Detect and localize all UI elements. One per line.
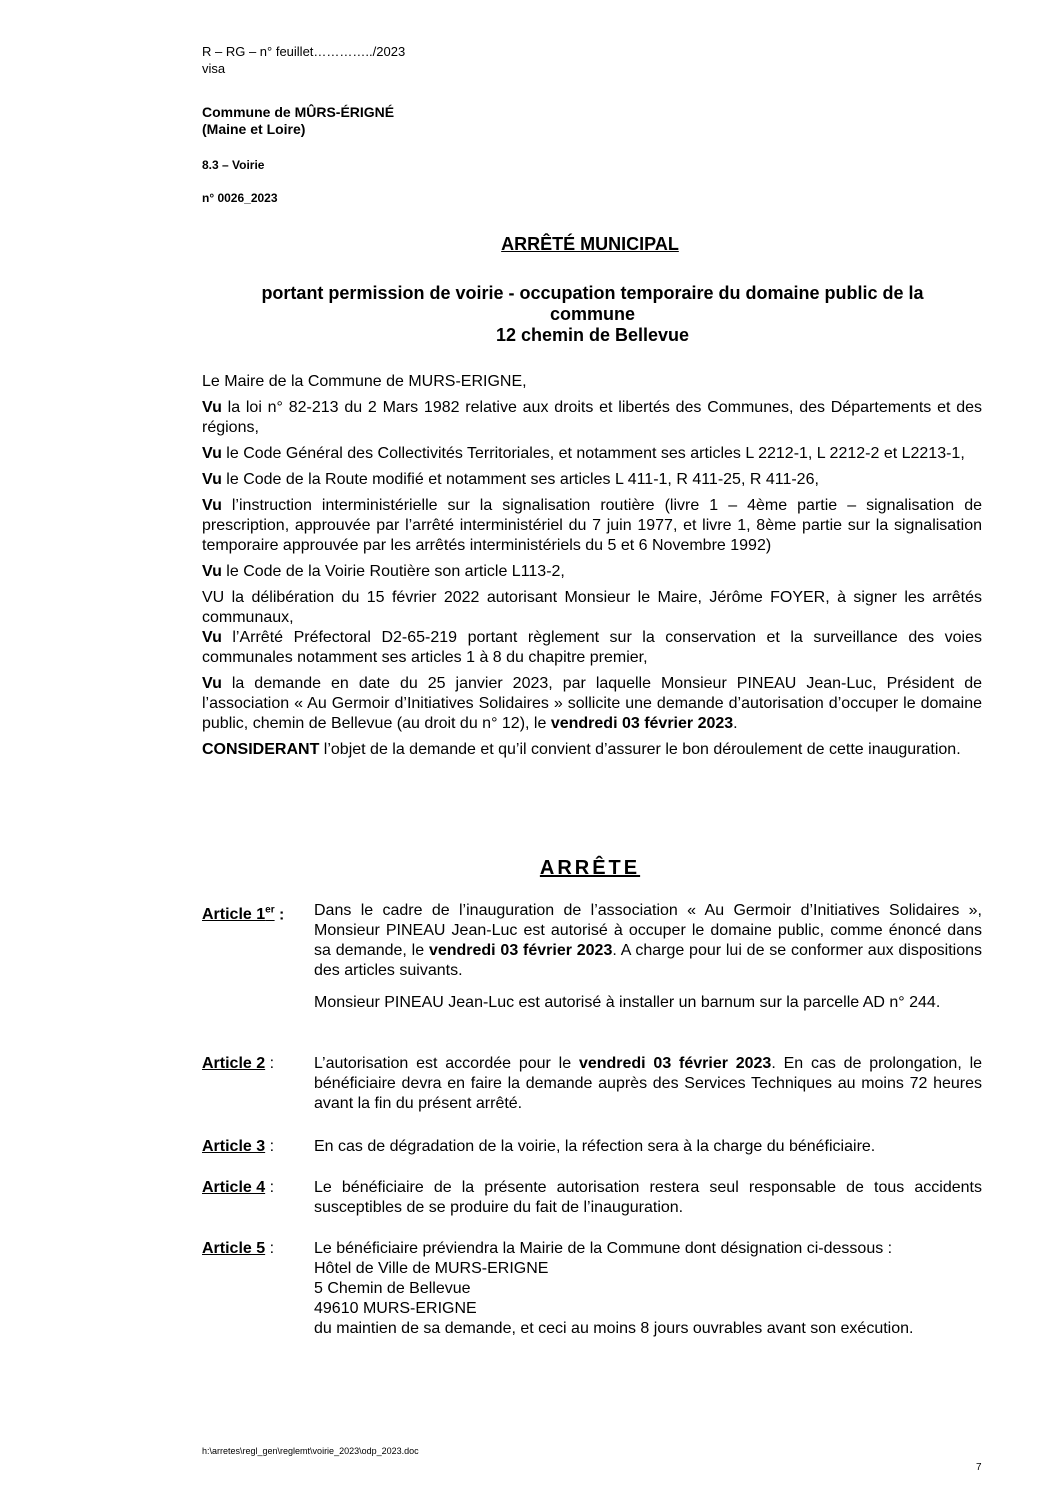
article-2-title: Article 2	[202, 1055, 266, 1072]
subtitle-line1: portant permission de voirie - occupation temporaire du domaine public de la commune	[261, 283, 924, 324]
vu-label: Vu	[202, 399, 222, 416]
vu-text-end: .	[733, 715, 738, 732]
article-1-label	[202, 901, 284, 925]
vu-deliberation: VU la délibération du 15 février 2022 autorisant Monsieur le Maire, Jérôme FOYER, à signer les arrêtés communaux,	[202, 589, 982, 626]
vu-loi-1982	[202, 398, 982, 438]
article-4-title: Article 4	[202, 1179, 266, 1196]
vu-instruction	[202, 496, 982, 556]
article-4-text: Le bénéficiaire de la présente autorisation restera seul responsable de tous accidents susceptibles de se produire du fait de l’inauguration.	[314, 1179, 982, 1216]
vu-code-voirie	[202, 562, 982, 582]
page-title: ARRÊTÉ MUNICIPAL	[501, 234, 679, 254]
article-1-text-end: . A charge pour lui de se conformer aux dispositions des articles suivants.	[314, 942, 983, 979]
considerant	[202, 740, 982, 760]
vu-label: Vu	[202, 497, 222, 514]
article-2-colon: :	[265, 1055, 275, 1072]
vu-text: l’instruction interministérielle sur la signalisation routière (livre 1 – 4ème partie – signalisation de prescription, approuvée par l’arrêté interministériel du 7 juin 1977, et livre 1, 8ème partie sur la signalisation temporaire approuvée par les arrêtés interministériels du 5 et 6 Novembre 1992)	[202, 497, 982, 554]
article-2-text-end: . En cas de prolongation, le bénéficiaire devra en faire la demande auprès des Services Techniques au moins 72 heures avant la fin du présent arrêté.	[314, 1055, 983, 1112]
article-5-label	[202, 1239, 274, 1259]
visa-label: visa	[202, 61, 226, 76]
commune-name: Commune de MÛRS-ÉRIGNÉ	[202, 104, 395, 120]
vu-arrete-prefectoral	[202, 628, 982, 668]
vu-label: Vu	[202, 563, 222, 580]
reference-line: R – RG – n° feuillet…………../2023	[202, 44, 406, 59]
article-5-line-5: du maintien de sa demande, et ceci au moins 8 jours ouvrables avant son exécution.	[314, 1320, 914, 1337]
vu-text: le Code de la Voirie Routière son article L113-2,	[221, 563, 565, 580]
department-name: (Maine et Loire)	[202, 121, 306, 137]
article-3-colon: :	[265, 1138, 275, 1155]
vu-demande	[202, 674, 982, 734]
vu-label: Vu	[202, 445, 222, 462]
article-2-text-start: L’autorisation est accordée pour le	[314, 1055, 579, 1072]
article-4-label	[202, 1178, 274, 1198]
vu-text: le Code Général des Collectivités Territoriales, et notamment ses articles L 2212-1, L 2212-2 et L2213-1,	[221, 445, 965, 462]
event-date: vendredi 03 février 2023	[550, 715, 734, 732]
article-1-paragraph-2: Monsieur PINEAU Jean-Luc est autorisé à installer un barnum sur la parcelle AD n° 244.	[314, 994, 941, 1011]
article-5-line-3: 5 Chemin de Bellevue	[314, 1280, 471, 1297]
article-3-label	[202, 1137, 274, 1157]
considerant-label: CONSIDERANT	[202, 741, 320, 758]
article-1-colon: :	[274, 906, 285, 924]
vu-cgct	[202, 444, 982, 464]
decree-number: n° 0026_2023	[202, 191, 278, 205]
arrete-heading: ARRÊTE	[539, 857, 641, 879]
article-3-title: Article 3	[202, 1138, 266, 1155]
vu-text: le Code de la Route modifié et notamment ses articles L 411-1, R 411-25, R 411-26,	[221, 471, 819, 488]
article-5-colon: :	[265, 1240, 275, 1257]
preamble-intro: Le Maire de la Commune de MURS-ERIGNE,	[202, 373, 527, 390]
vu-code-route	[202, 470, 982, 490]
event-date: vendredi 03 février 2023	[578, 1055, 772, 1072]
category-label: 8.3 – Voirie	[202, 158, 265, 172]
article-5-title: Article 5	[202, 1240, 266, 1257]
article-4-colon: :	[265, 1179, 275, 1196]
vu-text: la loi n° 82-213 du 2 Mars 1982 relative aux droits et libertés des Communes, des Départements et des régions,	[202, 399, 982, 436]
vu-text: l’Arrêté Préfectoral D2-65-219 portant règlement sur la conservation et la surveillance des voies communales notamment ses articles 1 à 8 du chapitre premier,	[202, 629, 982, 666]
event-date: vendredi 03 février 2023	[428, 942, 613, 959]
article-1-paragraph-1	[314, 901, 982, 981]
article-3-text: En cas de dégradation de la voirie, la réfection sera à la charge du bénéficiaire.	[314, 1138, 876, 1155]
vu-label: Vu	[202, 629, 222, 646]
article-1-text-start: Dans le cadre de l’inauguration de l’association « Au Germoir d’Initiatives Solidaires », Monsieur PINEAU Jean-Luc est autorisé à occuper le domaine public, comme énoncé dans sa demande, le	[314, 902, 982, 959]
considerant-text: l’objet de la demande et qu’il convient d’assurer le bon déroulement de cette inauguration.	[319, 741, 961, 758]
preamble	[202, 372, 982, 766]
article-5-line-1: Le bénéficiaire préviendra la Mairie de la Commune dont désignation ci-dessous :	[314, 1240, 893, 1257]
vu-text: la demande en date du 25 janvier 2023, par laquelle Monsieur PINEAU Jean-Luc, Président de l’association « Au Germoir d’Initiatives Solidaires » sollicite une demande d’autorisation d’occuper le domaine public, chemin de Bellevue (au droit du n° 12), le	[202, 675, 982, 732]
page-number: 7	[976, 1462, 982, 1473]
article-1-text	[314, 901, 982, 1013]
article-5-line-4: 49610 MURS-ERIGNE	[314, 1300, 477, 1317]
article-5-text	[314, 1239, 994, 1339]
article-1-title: Article 1	[202, 906, 266, 924]
file-path: h:\arretes\regl_gen\reglemt\voirie_2023\odp_2023.doc	[202, 1446, 419, 1456]
article-1-sup: er	[265, 905, 275, 916]
vu-label: Vu	[202, 675, 222, 692]
article-2-text	[314, 1054, 982, 1114]
article-2-label	[202, 1054, 274, 1074]
article-5-line-2: Hôtel de Ville de MURS-ERIGNE	[314, 1260, 549, 1277]
vu-label: Vu	[202, 471, 222, 488]
subtitle-line2: 12 chemin de Bellevue	[495, 325, 690, 345]
